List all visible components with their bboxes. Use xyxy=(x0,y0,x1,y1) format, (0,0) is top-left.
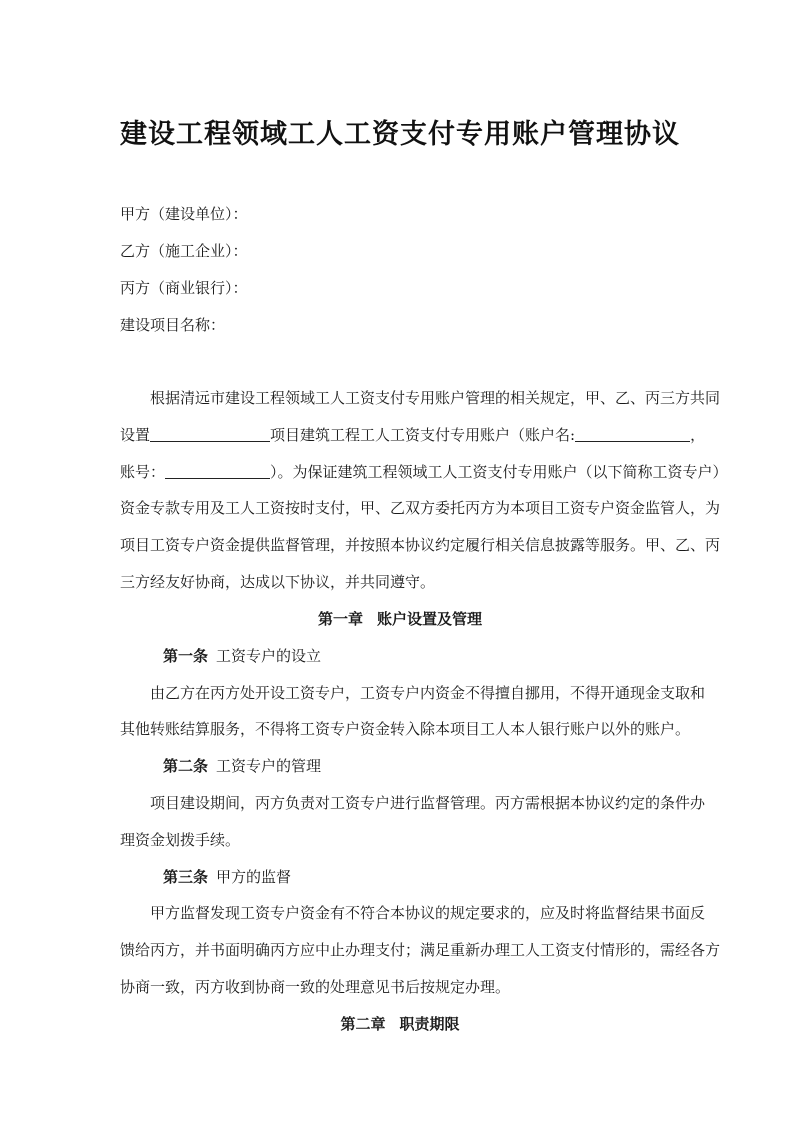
chapter-number: 第一章 xyxy=(317,610,363,628)
article-title: 工资专户的管理 xyxy=(216,757,322,775)
preamble-text: ， xyxy=(690,426,706,444)
article-title: 甲方的监督 xyxy=(216,868,292,886)
article-heading xyxy=(163,755,321,776)
preamble-line: 项目工资专户资金提供监督管理，并按照本协议约定履行相关信息披露等服务。甲、乙、丙 xyxy=(120,536,721,554)
account-number-blank xyxy=(165,464,270,479)
preamble-text: 账号： xyxy=(120,463,166,481)
preamble-line xyxy=(120,424,706,445)
chapter-title: 账户设置及管理 xyxy=(377,610,483,628)
article-number: 第二条 xyxy=(163,757,209,775)
chapter-heading xyxy=(0,608,800,629)
account-name-blank xyxy=(575,427,690,442)
article-line: 协商一致，丙方收到协商一致的处理意见书后按规定办理。 xyxy=(120,978,511,996)
party-b-label: 乙方（施工企业）： xyxy=(120,242,248,260)
chapter-number: 第二章 xyxy=(340,1015,386,1033)
preamble-line: 根据清远市建设工程领域工人工资支付专用账户管理的相关规定，甲、乙、丙三方共同 xyxy=(150,389,721,407)
article-heading xyxy=(163,866,291,887)
article-number: 第三条 xyxy=(163,868,209,886)
article-line: 项目建设期间，丙方负责对工资专户进行监督管理。丙方需根据本协议约定的条件办 xyxy=(150,794,706,812)
article-line: 甲方监督发现工资专户资金有不符合本协议的规定要求的，应及时将监督结果书面反 xyxy=(150,904,706,922)
article-line: 由乙方在丙方处开设工资专户，工资专户内资金不得擅自挪用，不得开通现金支取和 xyxy=(150,684,706,702)
article-line: 馈给丙方，并书面明确丙方应中止办理支付；满足重新办理工人工资支付情形的，需经各方 xyxy=(120,941,721,959)
preamble-line xyxy=(120,461,728,482)
project-name-label: 建设项目名称： xyxy=(120,316,226,334)
article-line: 理资金划拨手续。 xyxy=(120,831,241,849)
project-blank xyxy=(150,427,270,442)
article-title: 工资专户的设立 xyxy=(216,647,322,665)
party-a-label: 甲方（建设单位）： xyxy=(120,205,248,223)
chapter-title: 职责期限 xyxy=(399,1015,460,1033)
preamble-line: 资金专款专用及工人工资按时支付，甲、乙双方委托丙方为本项目工资专户资金监管人，为 xyxy=(120,499,721,517)
preamble-text: ）。为保证建筑工程领域工人工资支付专用账户（以下简称工资专户） xyxy=(270,463,728,481)
preamble-text: 项目建筑工程工人工资支付专用账户（账户名: xyxy=(270,426,576,444)
preamble-text: 设置 xyxy=(120,426,151,444)
party-c-label: 丙方（商业银行）： xyxy=(120,279,248,297)
chapter-heading xyxy=(0,1013,800,1034)
article-number: 第一条 xyxy=(163,647,209,665)
article-line: 其他转账结算服务，不得将工资专户资金转入除本项目工人本人银行账户以外的账户。 xyxy=(120,720,691,738)
document-title: 建设工程领域工人工资支付专用账户管理协议 xyxy=(120,119,680,150)
article-heading xyxy=(163,645,321,666)
preamble-line: 三方经友好协商，达成以下协议，并共同遵守。 xyxy=(120,573,436,591)
